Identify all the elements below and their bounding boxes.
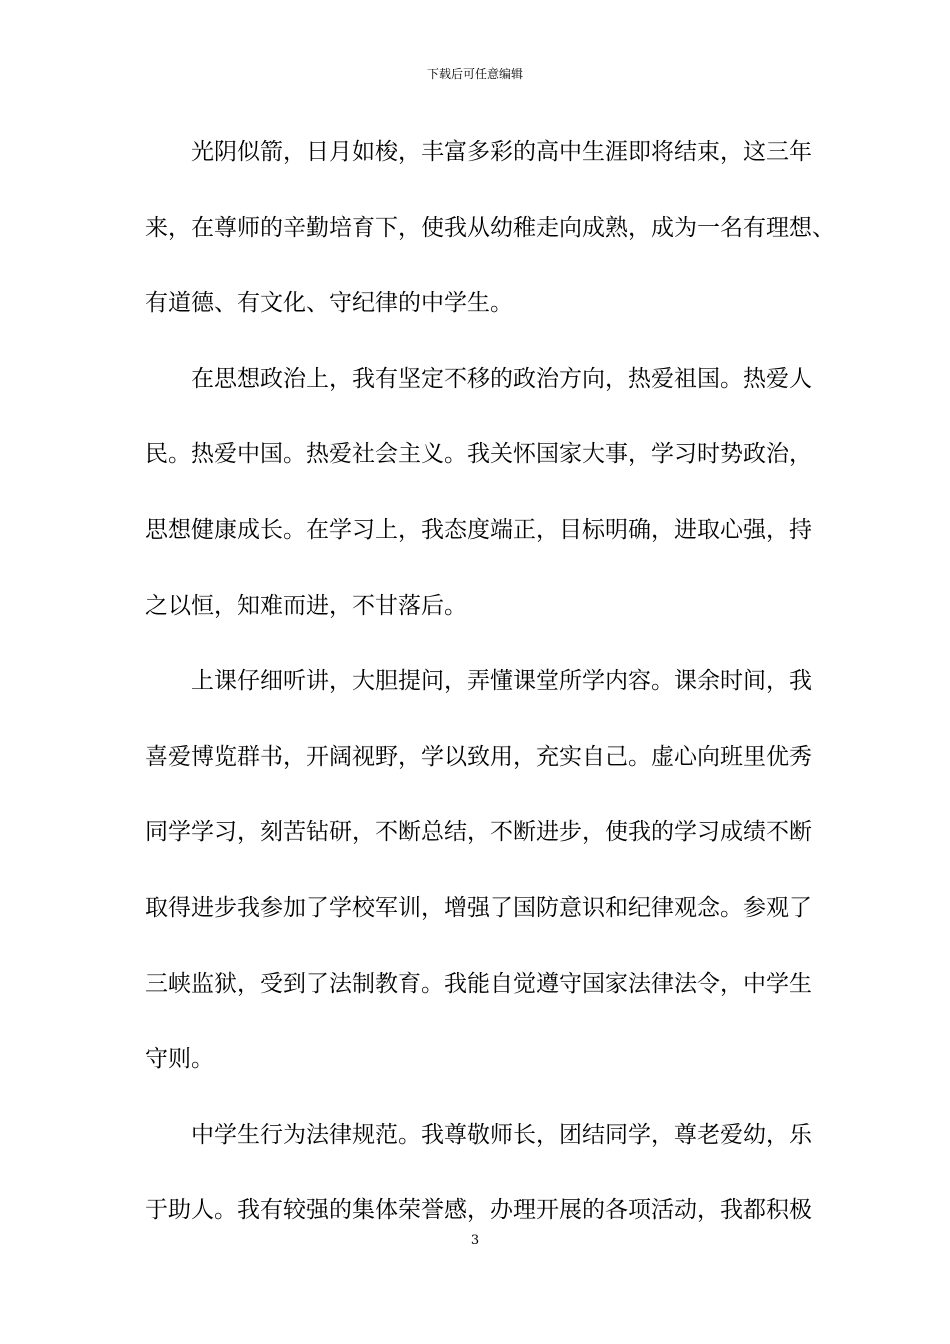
paragraph-line: 在思想政治上，我有坚定不移的政治方向，热爱祖国。热爱人	[191, 365, 812, 392]
paragraph-line: 于助人。我有较强的集体荣誉感，办理开展的各项活动，我都积极	[145, 1197, 812, 1224]
paragraph-line: 思想健康成长。在学习上，我态度端正，目标明确，进取心强，持	[145, 516, 812, 543]
paragraph-line: 喜爱博览群书，开阔视野，学以致用，充实自己。虚心向班里优秀	[145, 743, 812, 770]
paragraph-line: 取得进步我参加了学校军训，增强了国防意识和纪律观念。参观了	[145, 894, 812, 921]
document-body	[145, 128, 835, 1262]
page-header: 下载后可任意编辑	[426, 67, 523, 81]
paragraph-line: 三峡监狱，受到了法制教育。我能自觉遵守国家法律法令，中学生	[145, 970, 812, 997]
paragraph-line: 上课仔细听讲，大胆提问，弄懂课堂所学内容。课余时间，我	[191, 668, 812, 695]
paragraph-line: 民。热爱中国。热爱社会主义。我关怀国家大事，学习时势政治，	[145, 441, 812, 468]
paragraph-line: 来，在尊师的辛勤培育下，使我从幼稚走向成熟，成为一名有理想、	[145, 214, 835, 241]
paragraph-line: 同学学习，刻苦钻研，不断总结，不断进步，使我的学习成绩不断	[145, 819, 812, 846]
paragraph-line: 之以恒，知难而进，不甘落后。	[145, 592, 467, 619]
paragraph-line: 中学生行为法律规范。我尊敬师长，团结同学，尊老爱幼，乐	[191, 1121, 812, 1148]
paragraph-line: 有道德、有文化、守纪律的中学生。	[145, 290, 513, 317]
paragraph-line: 光阴似箭，日月如梭，丰富多彩的高中生涯即将结束，这三年	[191, 139, 812, 165]
paragraph-line: 守则。	[145, 1046, 214, 1073]
page-number: 3	[470, 1233, 480, 1248]
